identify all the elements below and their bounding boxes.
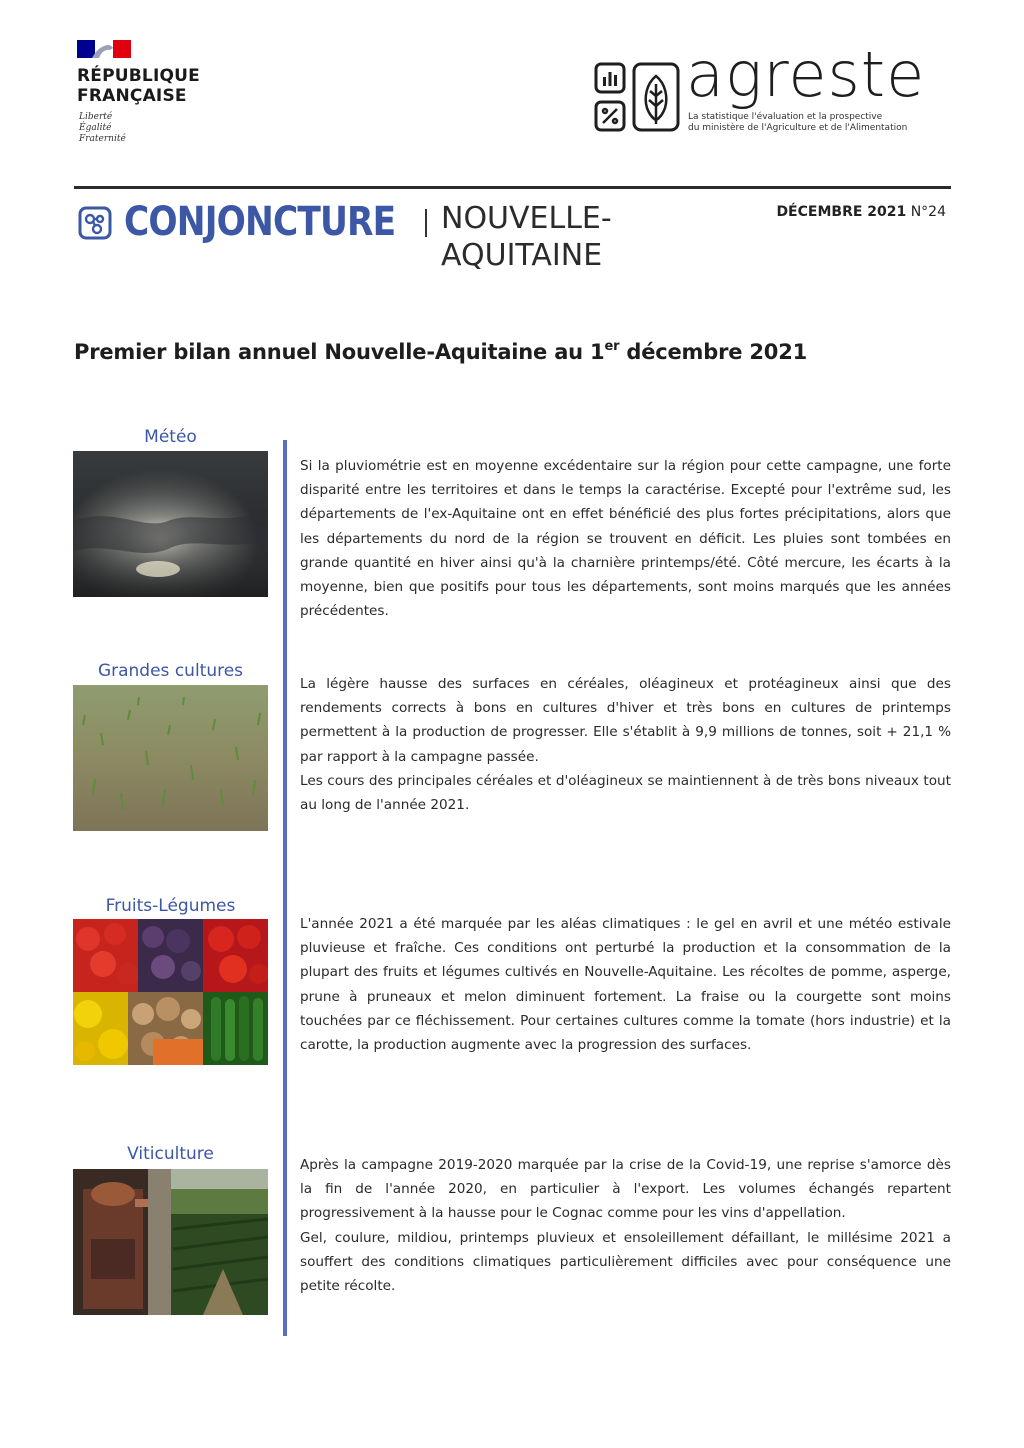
- republic-name: [77, 66, 200, 106]
- paragraph: La légère hausse des surfaces en céréales, oléagineux et protéagineux ainsi que des rendements corrects à bons en cultures d'hiver et très bons en cultures de printemps permettent à la production de progresser. Elle s'établit à 9,9 millions de tonnes, soit + 21,1 % par rapport à la campagne passée.: [300, 676, 951, 765]
- republic-motto: [79, 112, 126, 145]
- paragraph: Gel, coulure, mildiou, printemps pluvieux et ensoleillement défaillant, le millésime 2021 a souffert des conditions climatiques particulièrement difficiles avec pour conséquence une petite récolte.: [300, 1229, 951, 1295]
- marianne-logo-icon: [77, 40, 131, 58]
- paragraph: Les cours des principales céréales et d'oléagineux se maintiennent à de très bons niveaux tout au long de l'année 2021.: [300, 772, 951, 814]
- section-text-fruits-legumes: [300, 912, 951, 1057]
- region-name: [441, 200, 612, 274]
- region-name-line2: AQUITAINE: [441, 238, 603, 273]
- agreste-tagline: [688, 112, 907, 134]
- page-title-superscript: er: [604, 339, 620, 354]
- region-name-line1: NOUVELLE-: [441, 201, 612, 236]
- agreste-tagline-line2: du ministère de l'Agriculture et de l'Alimentation: [688, 123, 908, 133]
- section-text-meteo: [300, 454, 951, 623]
- issue-info: [760, 203, 946, 221]
- crop-field-photo: [73, 685, 268, 831]
- republic-name-line1: RÉPUBLIQUE: [77, 66, 200, 86]
- section-text-viticulture: [300, 1153, 951, 1298]
- paragraph: Après la campagne 2019-2020 marquée par la crise de la Covid-19, une reprise s'amorce dès la fin de l'année 2020, en particulier à l'export. Les volumes échangés repartent progressivement à la hausse pour le Cognac comme pour les vins d'appellation.: [300, 1157, 951, 1222]
- page-title-date: décembre 2021: [619, 340, 808, 364]
- page-title: [74, 336, 807, 368]
- section-label-fruits-legumes: Fruits-Légumes: [105, 896, 236, 916]
- still-and-vineyard-photo: [73, 1169, 268, 1315]
- cloudy-sky-photo: [73, 451, 268, 597]
- republic-name-line2: FRANÇAISE: [77, 86, 187, 106]
- motto-line: Égalité: [79, 123, 112, 133]
- paragraph: L'année 2021 a été marquée par les aléas climatiques : le gel en avril et une météo estivale pluvieuse et fraîche. Ces conditions ont perturbé la production et la consommation de la plupart des fruits et légumes cultivés en Nouvelle-Aquitaine. Les récoltes de pomme, asperge, prune à pruneaux et melon diminuent fortement. La fraise ou la courgette sont moins touchées par ce fléchissement. Pour certaines cultures comme la tomate (hors industrie) et la carotte, la production augmente avec la progression des surfaces.: [300, 916, 951, 1054]
- banner-separator: [425, 209, 427, 237]
- agreste-tagline-line1: La statistique l'évaluation et la prospective: [688, 112, 883, 122]
- motto-line: Liberté: [79, 112, 113, 122]
- issue-date: DÉCEMBRE 2021: [776, 204, 907, 220]
- agreste-brand-name: agreste: [686, 38, 926, 111]
- section-label-viticulture: Viticulture: [127, 1144, 214, 1164]
- motto-line: Fraternité: [79, 134, 126, 144]
- page-title-text: Premier bilan annuel Nouvelle-Aquitaine au 1: [74, 340, 605, 364]
- section-divider-line: [283, 440, 287, 1336]
- header-divider: [74, 186, 951, 189]
- conjoncture-icon: [78, 206, 112, 240]
- fruits-vegetables-collage: [73, 919, 268, 1065]
- section-label-meteo: Météo: [144, 427, 197, 447]
- section-label-grandes-cultures: Grandes cultures: [97, 661, 244, 681]
- conjoncture-label: CONJONCTURE: [124, 199, 396, 245]
- agreste-logo-icon: [594, 62, 680, 134]
- section-text-grandes-cultures: [300, 672, 951, 817]
- paragraph: Si la pluviométrie est en moyenne excédentaire sur la région pour cette campagne, une forte disparité entre les territoires et dans le temps la caractérise. Excepté pour l'extrême sud, les départements de l'ex-Aquitaine ont en effet bénéficié des plus fortes précipitations, alors que les départements du nord de la région se trouvent en déficit. Les pluies sont tombées en grande quantité en hiver ainsi qu'à la charnière printemps/été. Côté mercure, les écarts à la moyenne, bien que positifs pour tous les départements, sont moins marqués que les années précédentes.: [300, 458, 951, 620]
- issue-number: N°24: [910, 204, 946, 220]
